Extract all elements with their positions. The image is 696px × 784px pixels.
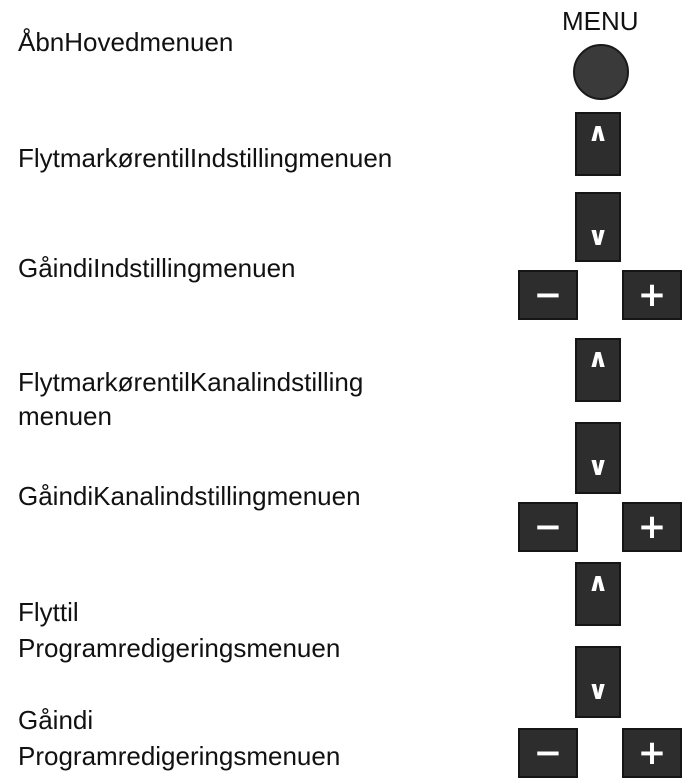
step-open-main-menu: ÅbnHovedmenuen xyxy=(18,27,234,57)
plus-button[interactable]: + xyxy=(622,728,682,778)
up-button[interactable]: ∧ xyxy=(575,112,621,176)
step-move-to-channel-settings-line1: FlytmarkørentilKanalindstilling xyxy=(18,367,364,397)
step-enter-channel-settings-menu: GåindiKanalindstillingmenuen xyxy=(18,481,361,511)
down-button[interactable]: ∨ xyxy=(575,192,621,262)
plus-button[interactable]: + xyxy=(622,502,682,552)
menu-button[interactable] xyxy=(573,44,629,100)
up-button[interactable]: ∧ xyxy=(575,562,621,626)
step-enter-settings-menu: GåindiIndstillingmenuen xyxy=(18,253,296,283)
step-move-to-channel-settings-line2: menuen xyxy=(18,401,112,431)
minus-button[interactable]: − xyxy=(518,502,578,552)
down-button[interactable]: ∨ xyxy=(575,422,621,494)
step-enter-program-edit-line1: Gåindi xyxy=(18,705,94,735)
step-move-to-settings-menu: FlytmarkørentilIndstillingmenuen xyxy=(18,143,393,173)
step-move-to-program-edit-line2: Programredigeringsmenuen xyxy=(18,633,341,663)
minus-button[interactable]: − xyxy=(518,728,578,778)
plus-button[interactable]: + xyxy=(622,270,682,320)
up-button[interactable]: ∧ xyxy=(575,338,621,402)
menu-button-label: MENU xyxy=(562,6,639,36)
minus-button[interactable]: − xyxy=(518,270,578,320)
down-button[interactable]: ∨ xyxy=(575,646,621,718)
step-enter-program-edit-line2: Programredigeringsmenuen xyxy=(18,741,341,771)
step-move-to-program-edit-line1: Flyttil xyxy=(18,597,79,627)
